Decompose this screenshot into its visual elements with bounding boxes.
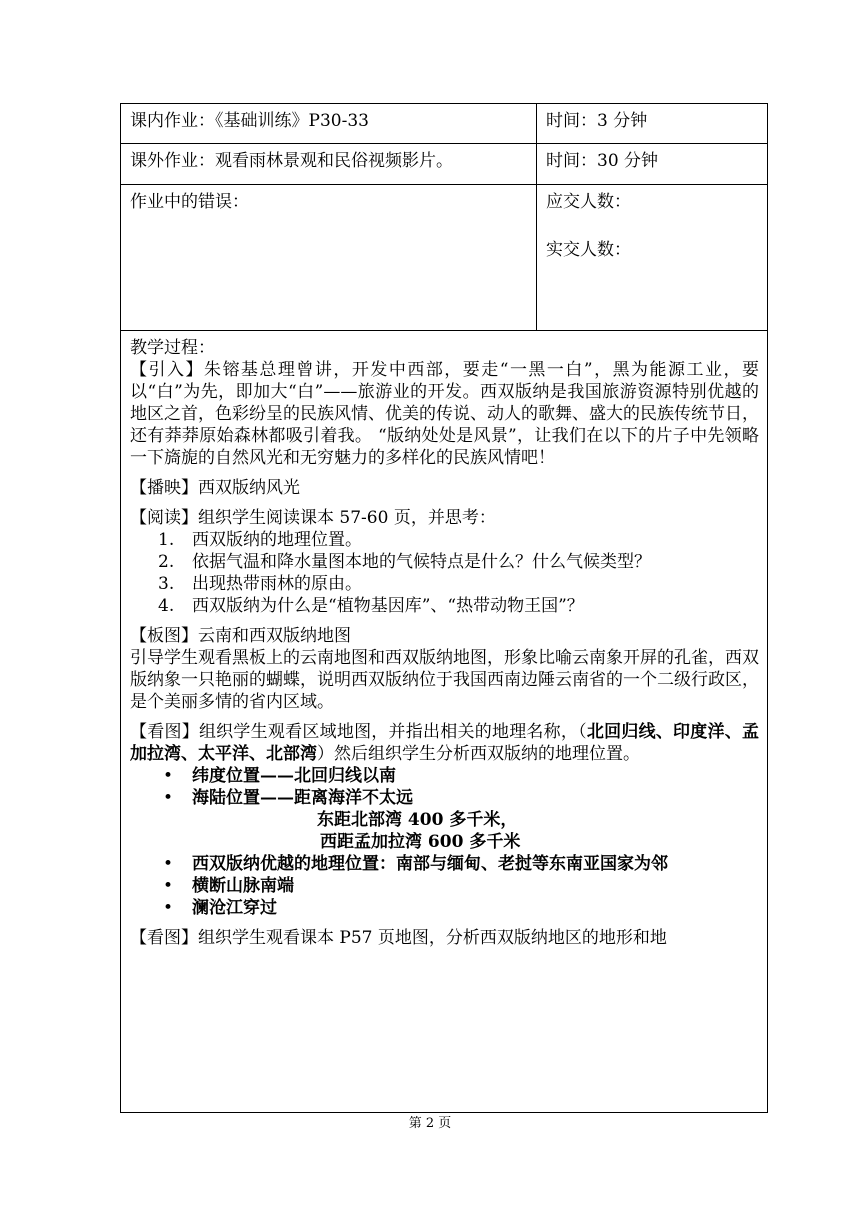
actual-submit-label: 实交人数： — [546, 240, 631, 260]
table-row — [121, 185, 768, 331]
homework-after-class-time: 时间：30 分钟 — [537, 144, 768, 185]
bullet-icon: • — [163, 876, 174, 896]
reading-line: 【阅读】组织学生阅读课本 57-60 页，并思考： — [130, 508, 496, 528]
table-row — [121, 144, 768, 185]
question-text: 西双版纳为什么是“植物基因库”、“热带动物王国”？ — [192, 596, 584, 616]
bullet-text: 横断山脉南端 — [192, 876, 294, 896]
homework-in-class-cell: 课内作业：《基础训练》P30-33 — [121, 104, 537, 144]
list-item — [130, 875, 759, 897]
location-bullets — [130, 765, 759, 809]
page-number: 第 2 页 — [408, 1116, 452, 1131]
errors-label: 作业中的错误： — [130, 192, 249, 212]
question-list — [130, 529, 759, 617]
board-title: 【板图】云南和西双版纳地图 — [130, 626, 351, 646]
distance-east: 东距北部湾 400 多千米， — [317, 810, 518, 830]
bullet-text: 海陆位置——距离海洋不太远 — [192, 788, 413, 808]
question-number: 3. — [158, 574, 175, 594]
list-item — [130, 529, 759, 551]
question-number: 1. — [158, 530, 175, 550]
teaching-process-cell — [121, 331, 768, 1113]
list-item — [130, 551, 759, 573]
list-item — [130, 787, 759, 809]
bullet-icon: • — [163, 766, 174, 786]
location-bullets-2 — [130, 853, 759, 919]
list-item — [130, 897, 759, 919]
homework-after-class-cell: 课外作业：观看雨林景观和民俗视频影片。 — [121, 144, 537, 185]
broadcast-line: 【播映】西双版纳风光 — [130, 478, 300, 498]
question-text: 依据气温和降水量图本地的气候特点是什么？什么气候类型？ — [192, 552, 651, 572]
list-item — [130, 853, 759, 875]
place-names: 北回归线、印度洋、孟加拉湾、太平洋、北部湾 — [130, 722, 759, 764]
bullet-text: 西双版纳优越的地理位置：南部与缅甸、老挝等东南亚国家为邻 — [192, 854, 668, 874]
look-map-2: 【看图】组织学生观看课本 P57 页地图，分析西双版纳地区的地形和地 — [130, 928, 667, 948]
list-item — [130, 595, 759, 617]
list-item — [130, 573, 759, 595]
process-heading: 教学过程： — [130, 338, 215, 358]
table-row — [121, 331, 768, 1113]
homework-errors-cell — [121, 185, 537, 331]
submission-count-cell — [537, 185, 768, 331]
question-number: 4. — [158, 596, 175, 616]
bullet-icon: • — [163, 788, 174, 808]
bullet-icon: • — [163, 898, 174, 918]
question-text: 出现热带雨林的原由。 — [192, 574, 362, 594]
board-paragraph: 引导学生观看黑板上的云南地图和西双版纳地图，形象比喻云南象开屏的孔雀，西双版纳象一只艳丽的蝴蝶，说明西双版纳位于我国西南边陲云南省的一个二级行政区，是个美丽多情的省内区域。 — [130, 648, 759, 712]
homework-in-class-time: 时间：3 分钟 — [537, 104, 768, 144]
question-text: 西双版纳的地理位置。 — [192, 530, 362, 550]
intro-paragraph: 【引入】朱镕基总理曾讲，开发中西部，要走“一黑一白”，黑为能源工业，要以“白”为先，即加大“白”——旅游业的开发。西双版纳是我国旅游资源特别优越的地区之首，色彩纷呈的民族风情、优美的传说、动人的歌舞、盛大的民族传统节日，还有莽莽原始森林都吸引着我。 “版纳处处是风景”，让我们在以下的片子中先领略一下旖旎的自然风光和无穷魅力的多样化的民族风情吧！ — [130, 360, 759, 468]
look-map-prefix: 【看图】组织学生观看区域地图，并指出相关的地理名称，（ — [130, 722, 587, 742]
table-row — [121, 104, 768, 144]
look-map-paragraph — [130, 721, 759, 765]
bullet-icon: • — [163, 854, 174, 874]
lesson-plan-table — [120, 103, 768, 1113]
bullet-text: 纬度位置——北回归线以南 — [192, 766, 396, 786]
distance-west: 西距孟加拉湾 600 多千米 — [320, 832, 521, 852]
should-submit-label: 应交人数： — [546, 192, 631, 212]
look-map-suffix: ）然后组织学生分析西双版纳的地理位置。 — [317, 744, 640, 764]
list-item — [130, 765, 759, 787]
bullet-text: 澜沧江穿过 — [192, 898, 277, 918]
question-number: 2. — [158, 552, 175, 572]
